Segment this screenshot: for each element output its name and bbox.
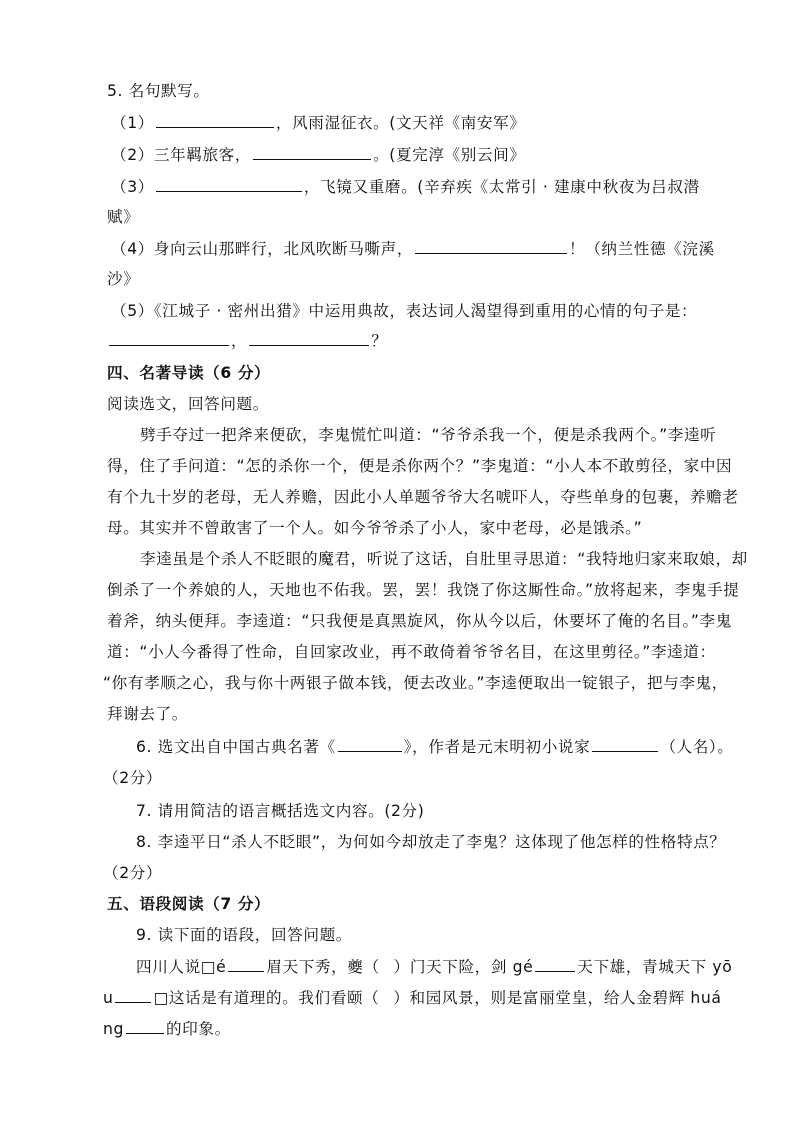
q9: 9. 读下面的语段，回答问题。 bbox=[136, 926, 352, 944]
passage-line: 李逵虽是个杀人不眨眼的魔君，听说了这话，自肚里寻思道：“我特地归家来取娘，却 bbox=[140, 550, 748, 568]
passage-line: 得，住了手问道：“怎的杀你一个，便是杀你两个？”李鬼道：“小人本不敢剪径，家中因 bbox=[107, 457, 733, 475]
passage-line: 有个九十岁的老母，无人养赡，因此小人单题爷爷大名唬吓人，夺些单身的包裹，养赡老 bbox=[107, 488, 739, 506]
answer-blank[interactable] bbox=[109, 330, 229, 346]
answer-blank[interactable] bbox=[535, 956, 575, 972]
q8: 8. 李逵平日“杀人不眨眼”，为何如今却放走了李鬼？这体现了他怎样的性格特点？ bbox=[136, 833, 726, 851]
answer-blank[interactable] bbox=[156, 176, 302, 192]
answer-blank[interactable] bbox=[253, 144, 371, 160]
q5-item-4-cont: 沙》 bbox=[107, 270, 140, 288]
q5-item-3: （3） ，飞镜又重磨。(辛弃疾《太常引 · 建康中秋夜为吕叔潜 bbox=[111, 178, 700, 196]
passage-line: 着斧，纳头便拜。李逵道：“只我便是真黑旋风，你从今以后，休要坏了俺的名目。”李鬼 bbox=[107, 612, 732, 630]
q5-item-2: （2）三年羁旅客， 。(夏完淳《别云间》 bbox=[111, 146, 526, 164]
section-4-instruction: 阅读选文，回答问题。 bbox=[107, 395, 269, 413]
answer-blank[interactable] bbox=[228, 956, 264, 972]
passage-line: 倒杀了一个养娘的人，天地也不佑我。罢，罢！我饶了你这厮性命。”放将起来，李鬼手提 bbox=[107, 581, 740, 599]
answer-blank[interactable] bbox=[126, 1018, 164, 1034]
q7: 7. 请用简洁的语言概括选文内容。(2分) bbox=[136, 802, 425, 820]
passage-line: “你有孝顺之心，我与你十两银子做本钱，便去改业。”李逵便取出一锭银子，把与李鬼， bbox=[103, 674, 728, 692]
q5-item-5: （5）《江城子 · 密州出猎》中运用典故，表达词人渴望得到重用的心情的句子是： bbox=[111, 302, 698, 320]
q5-item-1: （1） ，风雨湿征衣。(文天祥《南安军》 bbox=[111, 114, 526, 132]
q5-title: 5. 名句默写。 bbox=[107, 82, 210, 100]
answer-blank[interactable] bbox=[249, 330, 369, 346]
answer-blank[interactable] bbox=[338, 736, 402, 752]
q6-score: （2分） bbox=[103, 769, 163, 787]
q5-item-4: （4）身向云山那畔行，北风吹断马嘶声， ！（纳兰性德《浣溪 bbox=[111, 240, 715, 258]
answer-blank[interactable] bbox=[115, 987, 151, 1003]
q5-item-5-answer: ， ？ bbox=[107, 330, 387, 352]
q6: 6. 选文出自中国古典名著《 》，作者是元末明初小说家 （人名）。 bbox=[136, 738, 734, 756]
section-5-title: 五、语段阅读（7 分） bbox=[107, 895, 271, 913]
passage-line: 劈手夺过一把斧来便砍，李鬼慌忙叫道：“爷爷杀我一个，便是杀我两个。”李逵听 bbox=[140, 426, 717, 444]
answer-blank[interactable] bbox=[415, 238, 567, 254]
q9-line-2: u □这话是有道理的。我们看颐（ ）和园风景，则是富丽堂皇，给人金碧辉 huá bbox=[103, 989, 722, 1007]
q9-line-3: ng 的印象。 bbox=[103, 1020, 231, 1038]
answer-blank[interactable] bbox=[592, 736, 658, 752]
q9-line-1: 四川人说□é 眉天下秀，夔（ ）门天下险，剑 gé 天下雄，青城天下 yō bbox=[136, 958, 733, 976]
passage-line: 拜谢去了。 bbox=[107, 705, 188, 723]
passage-line: 道：“小人今番得了性命，自回家改业，再不敢倚着爷爷名目，在这里剪径。”李逵道： bbox=[107, 643, 716, 661]
q8-score: （2分） bbox=[103, 864, 163, 882]
q5-item-3-cont: 赋》 bbox=[107, 208, 140, 226]
section-4-title: 四、名著导读（6 分） bbox=[107, 364, 271, 382]
answer-blank[interactable] bbox=[156, 112, 274, 128]
passage-line: 母。其实并不曾敢害了一个人。如今爷爷杀了小人，家中老母，必是饿杀。” bbox=[107, 519, 643, 537]
